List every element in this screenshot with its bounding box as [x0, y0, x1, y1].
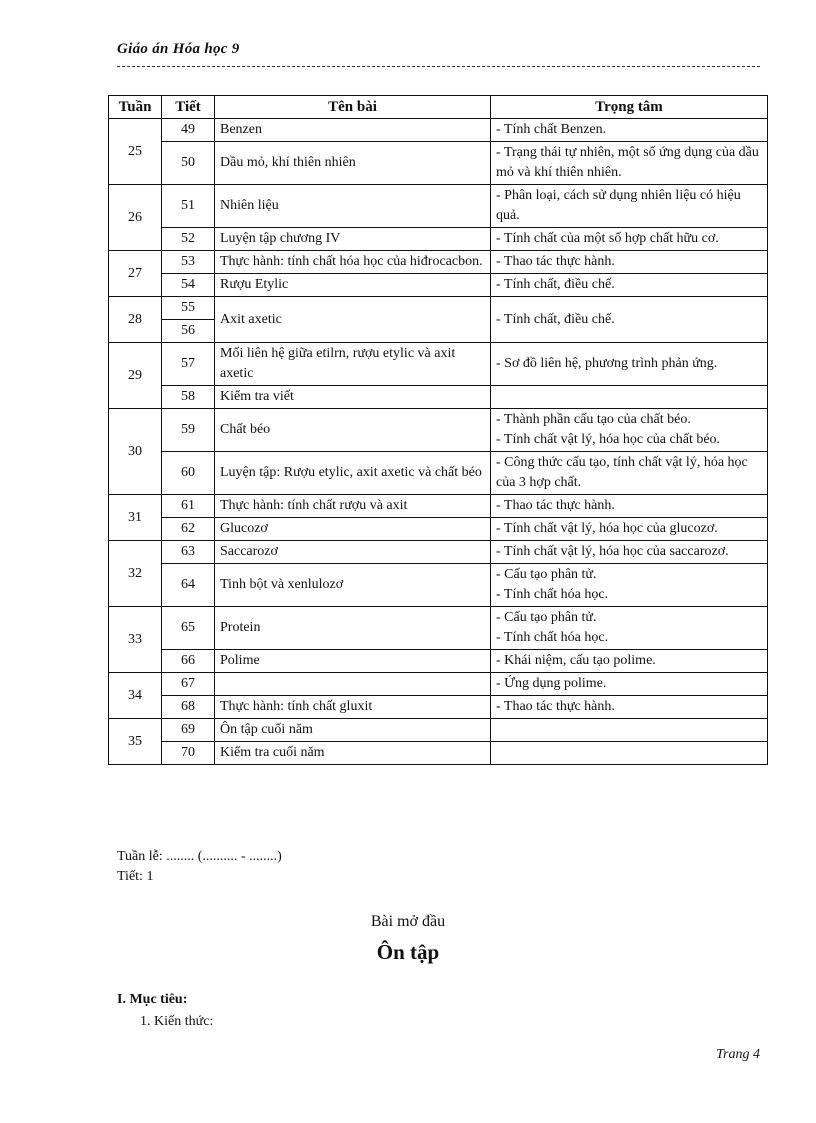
- period-cell: 57: [162, 343, 215, 386]
- focus-cell: [491, 386, 768, 409]
- lesson-name-cell: Glucozơ: [215, 518, 491, 541]
- week-cell: 32: [109, 541, 162, 607]
- focus-cell: [491, 119, 768, 142]
- focus-cell: [491, 297, 768, 343]
- focus-cell: [491, 142, 768, 185]
- focus-item: - Phân loại, cách sử dụng nhiên liệu có hiệu quả.: [496, 188, 741, 223]
- period-cell: 58: [162, 386, 215, 409]
- table-row: [109, 742, 768, 765]
- period-cell: 54: [162, 274, 215, 297]
- week-cell: 27: [109, 251, 162, 297]
- column-header-week: Tuần: [109, 96, 162, 119]
- lesson-name-cell: Saccarozơ: [215, 541, 491, 564]
- period-cell: 62: [162, 518, 215, 541]
- table-row: [109, 119, 768, 142]
- period-cell: 55: [162, 297, 215, 320]
- focus-cell: [491, 495, 768, 518]
- header-divider: [117, 66, 760, 67]
- focus-cell: [491, 518, 768, 541]
- period-cell: 53: [162, 251, 215, 274]
- focus-item: - Tính chất vật lý, hóa học của glucozơ.: [496, 521, 718, 536]
- focus-cell: [491, 228, 768, 251]
- lesson-name-cell: Thực hành: tính chất hóa học của hiđrocacbon.: [215, 251, 491, 274]
- focus-item: - Tính chất Benzen.: [496, 122, 607, 137]
- focus-item: - Trạng thái tự nhiên, một số ứng dụng của dầu mỏ và khí thiên nhiên.: [496, 145, 759, 180]
- lesson-name-cell: Axit axetic: [215, 297, 491, 343]
- lesson-name-cell: Dầu mỏ, khí thiên nhiên: [215, 142, 491, 185]
- period-cell: 69: [162, 719, 215, 742]
- table-row: [109, 495, 768, 518]
- table-row: [109, 607, 768, 650]
- focus-item: - Cấu tạo phân tử.: [496, 567, 597, 582]
- lesson-name-cell: Kiểm tra cuối năm: [215, 742, 491, 765]
- table-body: [109, 119, 768, 765]
- focus-item: - Thành phần cấu tạo của chất béo.: [496, 412, 691, 427]
- period-line: Tiết: 1: [117, 869, 154, 884]
- lesson-name-cell: Kiểm tra viết: [215, 386, 491, 409]
- period-cell: 63: [162, 541, 215, 564]
- focus-cell: [491, 251, 768, 274]
- focus-item: - Tính chất vật lý, hóa học của chất béo.: [496, 432, 721, 447]
- focus-item: - Khái niệm, cấu tạo polime.: [496, 653, 656, 668]
- focus-cell: [491, 452, 768, 495]
- focus-cell: [491, 742, 768, 765]
- week-cell: 31: [109, 495, 162, 541]
- focus-item: - Cấu tạo phân tử.: [496, 610, 597, 625]
- table-row: [109, 541, 768, 564]
- table-row: [109, 185, 768, 228]
- lesson-name-cell: Tinh bột và xenlulozơ: [215, 564, 491, 607]
- table-row: [109, 650, 768, 673]
- period-cell: 66: [162, 650, 215, 673]
- focus-cell: [491, 650, 768, 673]
- focus-item: - Thao tác thực hành.: [496, 699, 615, 714]
- period-cell: 61: [162, 495, 215, 518]
- focus-cell: [491, 696, 768, 719]
- column-header-lesson: Tên bài: [215, 96, 491, 119]
- period-cell: 60: [162, 452, 215, 495]
- period-cell: 50: [162, 142, 215, 185]
- column-header-focus: Trọng tâm: [491, 96, 768, 119]
- period-cell: 49: [162, 119, 215, 142]
- table-row: [109, 673, 768, 696]
- focus-cell: [491, 343, 768, 386]
- week-cell: 28: [109, 297, 162, 343]
- week-cell: 25: [109, 119, 162, 185]
- week-cell: 29: [109, 343, 162, 409]
- lesson-subtitle: Bài mở đầu: [370, 913, 446, 930]
- table-row: [109, 409, 768, 452]
- lesson-name-cell: Rượu Etylic: [215, 274, 491, 297]
- table-row: [109, 696, 768, 719]
- lesson-name-cell: Thực hành: tính chất rượu và axit: [215, 495, 491, 518]
- page-number: Trang 4: [716, 1047, 760, 1062]
- focus-item: - Tính chất, điều chế.: [496, 311, 615, 327]
- focus-cell: [491, 564, 768, 607]
- lesson-name-cell: Mối liên hệ giữa etilrn, rượu etylic và axit axetic: [215, 343, 491, 386]
- focus-item: - Thao tác thực hành.: [496, 254, 615, 269]
- focus-item: - Thao tác thực hành.: [496, 498, 615, 513]
- table-row: [109, 228, 768, 251]
- objectives-heading: I. Mục tiêu:: [117, 992, 188, 1007]
- week-info: [117, 847, 282, 887]
- lesson-name-cell: Benzen: [215, 119, 491, 142]
- focus-cell: [491, 185, 768, 228]
- table-row: [109, 518, 768, 541]
- focus-item: - Tính chất vật lý, hóa học của saccarozơ.: [496, 544, 729, 559]
- period-cell: 51: [162, 185, 215, 228]
- week-line: Tuần lễ: ........ (.......... - ........): [117, 849, 282, 864]
- table-row: [109, 343, 768, 386]
- week-cell: 30: [109, 409, 162, 495]
- lesson-name-cell: Nhiên liệu: [215, 185, 491, 228]
- lesson-name-cell: Chất béo: [215, 409, 491, 452]
- table-row: [109, 251, 768, 274]
- focus-item: - Ứng dụng polime.: [496, 676, 607, 691]
- lesson-name-cell: [215, 673, 491, 696]
- focus-item: - Tính chất hóa học.: [496, 630, 609, 645]
- table-row: [109, 719, 768, 742]
- column-header-period: Tiết: [162, 96, 215, 119]
- lesson-name-cell: Luyện tập: Rượu etylic, axit axetic và chất béo: [215, 452, 491, 495]
- period-cell: 65: [162, 607, 215, 650]
- period-cell: 67: [162, 673, 215, 696]
- week-cell: 34: [109, 673, 162, 719]
- period-cell: 59: [162, 409, 215, 452]
- period-cell: 64: [162, 564, 215, 607]
- period-cell: 52: [162, 228, 215, 251]
- table-row: [109, 142, 768, 185]
- lesson-plan-table: [108, 95, 768, 765]
- table-row: [109, 386, 768, 409]
- table-row: [109, 452, 768, 495]
- focus-item: - Tính chất của một số hợp chất hữu cơ.: [496, 231, 719, 246]
- table-row: [109, 297, 768, 320]
- page-header: [117, 41, 760, 67]
- week-cell: 35: [109, 719, 162, 765]
- lesson-name-cell: Ôn tập cuối năm: [215, 719, 491, 742]
- table-header-row: [109, 96, 768, 119]
- focus-item: - Sơ đồ liên hệ, phương trình phản ứng.: [496, 356, 718, 371]
- lesson-name-cell: Thực hành: tính chất gluxit: [215, 696, 491, 719]
- lesson-name-cell: Polime: [215, 650, 491, 673]
- focus-cell: [491, 673, 768, 696]
- table-row: [109, 274, 768, 297]
- lesson-name-cell: Protein: [215, 607, 491, 650]
- focus-cell: [491, 409, 768, 452]
- focus-cell: [491, 274, 768, 297]
- focus-cell: [491, 541, 768, 564]
- table-row: [109, 564, 768, 607]
- week-cell: 26: [109, 185, 162, 251]
- focus-item: - Tính chất, điều chế.: [496, 277, 615, 292]
- lesson-name-cell: Luyện tập chương IV: [215, 228, 491, 251]
- period-cell: 56: [162, 320, 215, 343]
- focus-cell: [491, 607, 768, 650]
- period-cell: 68: [162, 696, 215, 719]
- period-cell: 70: [162, 742, 215, 765]
- focus-item: - Công thức cấu tạo, tính chất vật lý, hóa học của 3 hợp chất.: [496, 455, 748, 490]
- focus-cell: [491, 719, 768, 742]
- focus-item: - Tính chất hóa học.: [496, 587, 609, 602]
- header-title: Giáo án Hóa học 9: [117, 41, 240, 57]
- objectives-item-knowledge: 1. Kiến thức:: [140, 1014, 214, 1029]
- week-cell: 33: [109, 607, 162, 673]
- lesson-title: Ôn tập: [376, 940, 440, 964]
